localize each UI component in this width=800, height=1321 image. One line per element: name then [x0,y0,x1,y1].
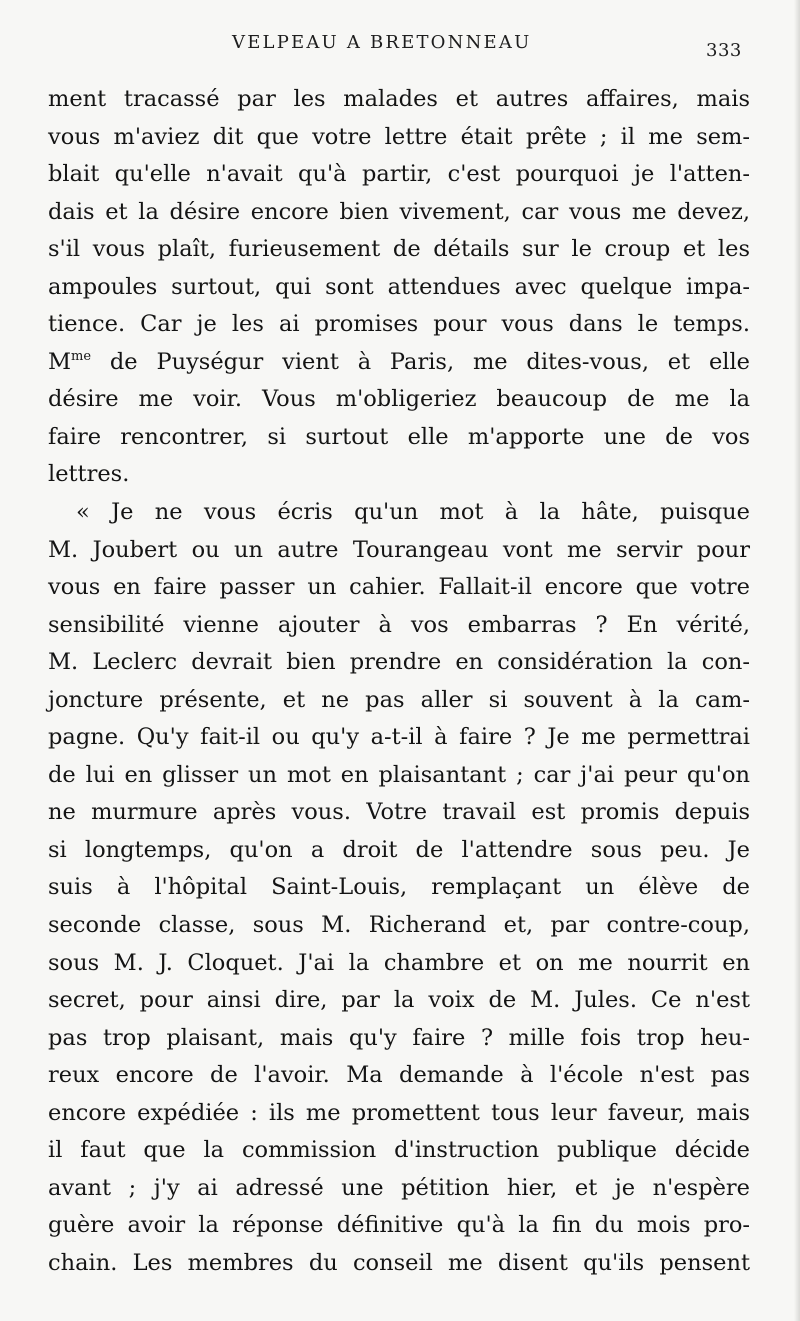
running-title: VELPEAU A BRETONNEAU [232,32,532,53]
text-line: reux encore de l'avoir. Ma demande à l'école n'est pas [48,1062,750,1089]
page-number: 333 [706,40,742,61]
abbrev-superscript: me [71,348,92,364]
text-line: vous m'aviez dit que votre lettre était prête ; il me sem- [48,123,750,150]
text-line: vous en faire passer un cahier. Fallait-il encore que votre [48,574,750,601]
text-line: guère avoir la réponse définitive qu'à la fin du mois pro- [48,1212,750,1239]
text-line: ampoules surtout, qui sont attendues avec quelque impa- [48,273,750,300]
page-edge-shadow [794,0,800,1321]
text-line: ment tracassé par les malades et autres affaires, mais [48,86,750,112]
text-line: dais et la désire encore bien vivement, car vous me devez, [48,198,750,225]
text-line: sous M. J. Cloquet. J'ai la chambre et on me nourrit en [48,949,750,976]
text-line: désire me voir. Vous m'obligeriez beaucoup de me la [48,386,750,413]
text-line: ne murmure après vous. Votre travail est promis depuis [48,799,750,826]
text-line: M. Joubert ou un autre Tourangeau vont me servir pour [48,536,750,563]
text-line: M. Leclerc devrait bien prendre en considération la con- [48,649,750,676]
text-line: s'il vous plaît, furieusement de détails sur le croup et les [48,236,750,263]
text-line-rest: de Puységur vient à Paris, me dites-vous, et elle [91,348,750,375]
text-line: de lui en glisser un mot en plaisantant ; car j'ai peur qu'on [48,761,750,788]
text-line: sensibilité vienne ajouter à vos embarras ? En vérité, [48,611,750,638]
text-line: avant ; j'y ai adressé une pétition hier, et je n'espère [48,1174,750,1201]
text-line: chain. Les membres du conseil me disent qu'ils pensent [48,1249,750,1276]
text-line: faire rencontrer, si surtout elle m'apporte une de vos [48,423,750,450]
text-line: joncture présente, et ne pas aller si souvent à la cam- [48,686,750,713]
text-line: blait qu'elle n'avait qu'à partir, c'est pourquoi je l'atten- [48,161,750,188]
text-line: pagne. Qu'y fait-il ou qu'y a-t-il à faire ? Je me permettrai [48,724,750,751]
text-line: « Je ne vous écris qu'un mot à la hâte, puisque [76,499,750,526]
abbrev-main: M [48,348,72,375]
text-line: encore expédiée : ils me promettent tous leur faveur, mais [48,1099,750,1126]
text-line [48,344,750,382]
text-line: suis à l'hôpital Saint-Louis, remplaçant un élève de [48,874,750,901]
text-line: lettres. [48,461,130,488]
text-line: si longtemps, qu'on a droit de l'attendre sous peu. Je [48,836,750,863]
body-text [48,81,750,1283]
text-line: secret, pour ainsi dire, par la voix de M. Jules. Ce n'est [48,987,750,1014]
text-line: seconde classe, sous M. Richerand et, par contre-coup, [48,912,750,939]
text-line: pas trop plaisant, mais qu'y faire ? mille fois trop heu- [48,1024,750,1051]
text-line: il faut que la commission d'instruction publique décide [48,1137,750,1164]
page-header [0,30,800,70]
text-line: tience. Car je les ai promises pour vous dans le temps. [48,311,750,338]
